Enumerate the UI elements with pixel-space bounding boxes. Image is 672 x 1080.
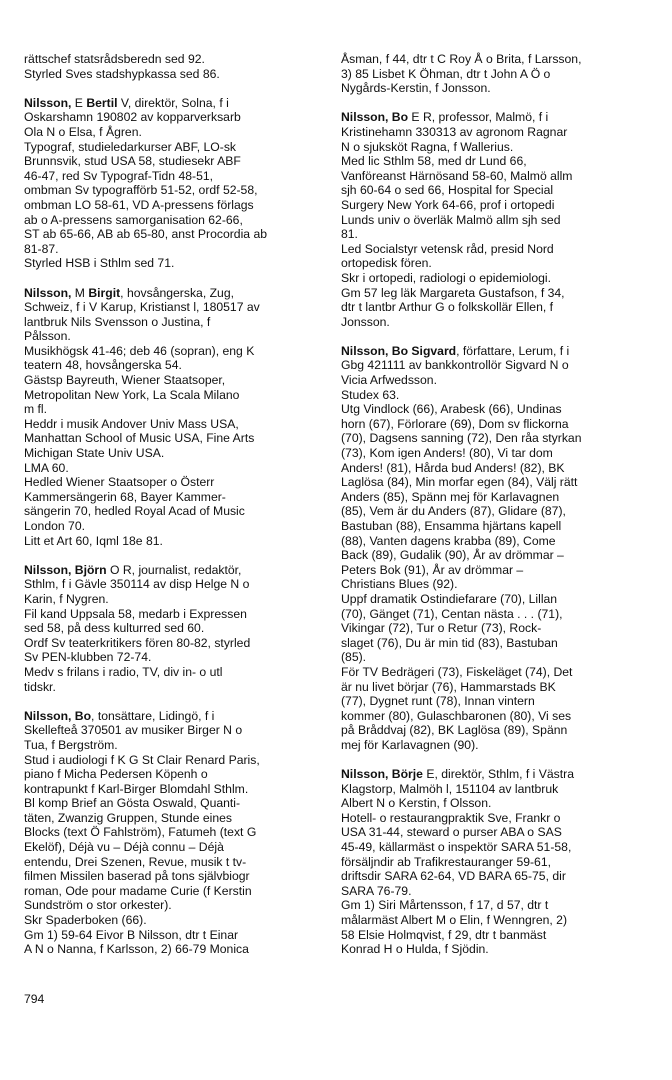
- text-line: m fl.: [24, 402, 48, 417]
- entry-given-name: Birgit: [88, 285, 121, 300]
- text-line: Back (89), Gudalik (90), År av drömmar –: [341, 548, 564, 563]
- text-line: Sv PEN-klubben 72-74.: [24, 650, 152, 665]
- entry-description: E R, professor, Malmö, f i: [408, 110, 549, 125]
- text-line: målarmäst Albert M o Elin, f Wenngren, 2): [341, 913, 568, 928]
- text-line: Gm 1) 59-64 Eivor B Nilsson, dtr t Einar: [24, 927, 239, 942]
- text-line: Tua, f Bergström.: [24, 737, 118, 752]
- text-line: är nu livet börjar (76), Hammarstads BK: [341, 679, 556, 694]
- paragraph-gap: [24, 81, 324, 96]
- entry-heading-line: [341, 344, 649, 359]
- paragraph-gap: [341, 96, 649, 111]
- entry-description: V, direktör, Solna, f i: [117, 95, 229, 110]
- text-line: Utg Vindlock (66), Arabesk (66), Undinas: [341, 402, 562, 417]
- text-line: För TV Bedrägeri (73), Fiskeläget (74), Det: [341, 664, 573, 679]
- text-line: ombman Sv typografförb 51-52, ordf 52-58,: [24, 183, 258, 198]
- entry-given-name: Bertil: [86, 95, 118, 110]
- entry-name: Nilsson, Bo: [341, 110, 409, 125]
- entry-heading-line: [24, 563, 324, 578]
- text-line: Brunnsvik, stud USA 58, studiesekr ABF: [24, 154, 241, 169]
- page-number: 794: [24, 992, 45, 1006]
- entry-description: , tonsättare, Lidingö, f i: [91, 708, 215, 723]
- text-line: Oskarshamn 190802 av kopparverksarb: [24, 110, 241, 125]
- text-line: 58 Elsie Holmqvist, f 29, dtr t banmäst: [341, 927, 547, 942]
- text-line: Uppf dramatik Ostindiefarare (70), Lillan: [341, 591, 558, 606]
- text-line: 3) 85 Lisbet K Öhman, dtr t John A Ö o: [341, 66, 551, 81]
- text-line: Konrad H o Hulda, f Sjödin.: [341, 942, 489, 957]
- text-line: entendu, Drei Szenen, Revue, musik t tv-: [24, 854, 247, 869]
- text-line: Vikingar (72), Tur o Retur (73), Rock-: [341, 621, 542, 636]
- text-line: Bl komp Brief an Gösta Oswald, Quanti-: [24, 796, 241, 811]
- text-line: ortopedisk fören.: [341, 256, 432, 271]
- text-line: sängerin 70, hedled Royal Acad of Music: [24, 504, 245, 519]
- text-line: Laglösa (84), Min morfar egen (84), Välj rätt: [341, 475, 578, 490]
- text-line: Med lic Sthlm 58, med dr Lund 66,: [341, 154, 527, 169]
- text-line: sed 58, på dess kulturred sed 60.: [24, 621, 205, 636]
- text-line: Styrled HSB i Sthlm sed 71.: [24, 256, 175, 271]
- text-line: Christians Blues (92).: [341, 577, 458, 592]
- text-line: Åsman, f 44, dtr t C Roy Å o Brita, f Larsson,: [341, 52, 582, 66]
- text-line: på Bråddvaj (82), BK Laglösa (89), Spänn: [341, 723, 568, 738]
- entry-heading-line: [341, 767, 649, 782]
- text-line: N o sjuksköt Ragna, f Wallerius.: [341, 139, 514, 154]
- paragraph-gap: [24, 271, 324, 286]
- text-line: (70), Gänget (71), Centan nästa . . . (71),: [341, 606, 563, 621]
- text-line: Anders! (81), Hårda bud Anders! (82), BK: [341, 460, 565, 475]
- text-line: filmen Missilen baserad på tons självbiogr: [24, 869, 250, 884]
- text-line: ab o A-pressens samorganisation 62-66,: [24, 212, 243, 227]
- text-line: Ola N o Elsa, f Ågren.: [24, 124, 142, 139]
- text-line: Karin, f Nygren.: [24, 591, 109, 606]
- entry-description: , hovsångerska, Zug,: [120, 285, 234, 300]
- text-line: Musikhögsk 41-46; deb 46 (sopran), eng K: [24, 343, 255, 358]
- entry-heading-line: [24, 96, 324, 111]
- text-line: Lunds univ o överläk Malmö allm sjh sed: [341, 212, 561, 227]
- entry-name: Nilsson, Bo: [24, 708, 92, 723]
- text-line: Schweiz, f i V Karup, Kristianst l, 180517 av: [24, 300, 260, 315]
- entry-description: O R, journalist, redaktör,: [106, 562, 242, 577]
- right-column: [341, 52, 649, 957]
- text-line: Litt et Art 60, Iqml 18e 81.: [24, 533, 163, 548]
- entry-description: , författare, Lerum, f i: [456, 343, 570, 358]
- text-line: teatern 48, hovsångerska 54.: [24, 358, 182, 373]
- text-line: dtr t lantbr Arthur G o folkskollär Ellen, f: [341, 300, 554, 315]
- text-line: Skr i ortopedi, radiologi o epidemiologi.: [341, 270, 552, 285]
- text-line: lantbruk Nils Svensson o Justina, f: [24, 314, 211, 329]
- text-line: mej för Karlavagnen (90).: [341, 737, 479, 752]
- text-line: Blocks (text Ö Fahlström), Fatumeh (text G: [24, 825, 257, 840]
- text-line: Jonsson.: [341, 314, 390, 329]
- text-line: Pålsson.: [24, 329, 71, 344]
- text-line: Metropolitan New York, La Scala Milano: [24, 387, 240, 402]
- text-line: Medv s frilans i radio, TV, div in- o utl: [24, 664, 223, 679]
- text-line: Vanföreanst Härnösand 58-60, Malmö allm: [341, 168, 573, 183]
- text-line: kontrapunkt f Karl-Birger Blomdahl Sthlm.: [24, 781, 249, 796]
- text-line: ombman LO 58-61, VD A-pressens förlags: [24, 197, 254, 212]
- text-line: 81-87.: [24, 241, 59, 256]
- paragraph-gap: [341, 329, 649, 344]
- text-line: (70), Dagsens sanning (72), Den råa styrkan: [341, 431, 582, 446]
- text-line: Stud i audiologi f K G St Clair Renard Paris,: [24, 752, 260, 767]
- text-line: (88), Vanten dagens krabba (89), Come: [341, 533, 556, 548]
- text-line: LMA 60.: [24, 460, 69, 475]
- text-line: försäljndir ab Trafikrestauranger 59-61,: [341, 854, 552, 869]
- paragraph-gap: [24, 694, 324, 709]
- entry-name: Nilsson, Bo Sigvard: [341, 343, 457, 358]
- text-line: Michigan State Univ USA.: [24, 446, 165, 461]
- text-line: Kristinehamn 330313 av agronom Ragnar: [341, 124, 568, 139]
- text-line: slaget (76), Du är min tid (83), Bastuban: [341, 635, 558, 650]
- text-line: (73), Kom igen Anders! (80), Vi tar dom: [341, 446, 553, 461]
- text-line: Klagstorp, Malmöh l, 151104 av lantbruk: [341, 781, 559, 796]
- text-line: Hotell- o restaurangpraktik Sve, Frankr o: [341, 810, 561, 825]
- text-line: Ekelöf), Déjà vu – Déjà connu – Déjà: [24, 840, 224, 855]
- text-line: Skellefteå 370501 av musiker Birger N o: [24, 723, 243, 738]
- text-line: Gbg 421111 av bankkontrollör Sigvard N o: [341, 358, 569, 373]
- text-line: 46-47, red Sv Typograf-Tidn 48-51,: [24, 168, 214, 183]
- text-line: Gästsp Bayreuth, Wiener Staatsoper,: [24, 373, 226, 388]
- entry-description: E, direktör, Sthlm, f i Västra: [422, 767, 574, 782]
- text-line: Sundström o stor orkester).: [24, 898, 172, 913]
- text-line: rättschef statsrådsberedn sed 92.: [24, 52, 205, 66]
- text-line: Vicia Arfwedsson.: [341, 373, 437, 388]
- entry-name: Nilsson, Börje: [341, 767, 423, 782]
- text-line: Styrled Sves stadshypkassa sed 86.: [24, 66, 220, 81]
- text-line: Studex 63.: [341, 387, 400, 402]
- paragraph-gap: [341, 753, 649, 768]
- text-line: sjh 60-64 o sed 66, Hospital for Special: [341, 183, 554, 198]
- text-line: täten, Zwanzig Gruppen, Stunde eines: [24, 810, 232, 825]
- text-line: Heddr i musik Andover Univ Mass USA,: [24, 416, 239, 431]
- text-line: horn (67), Förlorare (69), Dom sv flickorna: [341, 416, 569, 431]
- text-line: A N o Nanna, f Karlsson, 2) 66-79 Monica: [24, 942, 249, 957]
- entry-name: Nilsson,: [24, 95, 72, 110]
- text-line: Ordf Sv teaterkritikers fören 80-82, styrled: [24, 635, 251, 650]
- text-line: (85), Vem är du Anders (87), Glidare (87),: [341, 504, 566, 519]
- text-line: USA 31-44, steward o purser ABA o SAS: [341, 825, 562, 840]
- text-line: Gm 1) Siri Mårtensson, f 17, d 57, dtr t: [341, 898, 549, 913]
- text-line: SARA 76-79.: [341, 883, 412, 898]
- entry-initial: M: [71, 285, 89, 300]
- entry-name: Nilsson, Björn: [24, 562, 107, 577]
- text-line: roman, Ode pour madame Curie (f Kerstin: [24, 883, 252, 898]
- text-line: London 70.: [24, 519, 85, 533]
- text-line: Bastuban (88), Ensamma hjärtans kapell: [341, 519, 562, 533]
- text-line: Skr Spaderboken (66).: [24, 913, 147, 928]
- paragraph-gap: [24, 548, 324, 563]
- text-line: Nygårds-Kerstin, f Jonsson.: [341, 81, 491, 96]
- entry-heading-line: [341, 110, 649, 125]
- entry-heading-line: [24, 709, 324, 724]
- text-line: driftsdir SARA 62-64, VD BARA 65-75, dir: [341, 869, 566, 884]
- text-line: ST ab 65-66, AB ab 65-80, anst Procordia ab: [24, 227, 268, 242]
- text-line: 81.: [341, 227, 358, 242]
- text-line: kommer (80), Gulaschbaronen (80), Vi ses: [341, 708, 572, 723]
- text-line: Kammersängerin 68, Bayer Kammer-: [24, 489, 226, 504]
- text-line: (77), Dygnet runt (78), Innan vintern: [341, 694, 535, 709]
- text-line: tidskr.: [24, 679, 56, 694]
- text-line: Typograf, studieledarkurser ABF, LO-sk: [24, 139, 237, 154]
- text-line: (85).: [341, 650, 367, 665]
- entry-initial: E: [71, 95, 87, 110]
- text-line: Gm 57 leg läk Margareta Gustafson, f 34,: [341, 285, 565, 300]
- text-line: Sthlm, f i Gävle 350114 av disp Helge N o: [24, 577, 250, 592]
- text-line: Surgery New York 64-66, prof i ortopedi: [341, 197, 555, 212]
- text-line: Led Socialstyr vetensk råd, presid Nord: [341, 241, 554, 256]
- entry-heading-line: [24, 286, 324, 301]
- text-line: Fil kand Uppsala 58, medarb i Expressen: [24, 606, 247, 621]
- text-line: Albert N o Kerstin, f Olsson.: [341, 796, 492, 811]
- entry-name: Nilsson,: [24, 285, 72, 300]
- text-line: piano f Micha Pedersen Köpenh o: [24, 767, 208, 782]
- left-column: [24, 52, 324, 957]
- text-line: Hedled Wiener Staatsoper o Österr: [24, 475, 215, 490]
- text-line: 45-49, källarmäst o inspektör SARA 51-58,: [341, 840, 572, 855]
- text-line: Anders (85), Spänn mej för Karlavagnen: [341, 489, 560, 504]
- text-line: Peters Bok (91), År av drömmar –: [341, 562, 524, 577]
- text-line: Manhattan School of Music USA, Fine Arts: [24, 431, 255, 446]
